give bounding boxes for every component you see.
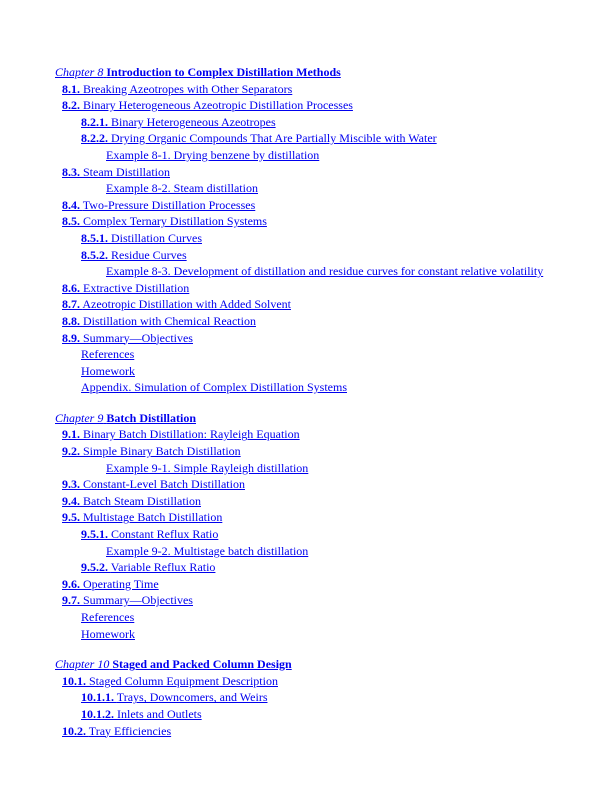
toc-entry-link[interactable]	[62, 674, 278, 688]
section-number: 9.3.	[62, 477, 80, 492]
section-number: 8.8.	[62, 313, 80, 328]
toc-entry	[0, 609, 614, 626]
section-title: Example 9-1. Simple Rayleigh distillation	[106, 460, 309, 475]
toc-entry-link[interactable]	[106, 264, 543, 278]
toc-entry-link[interactable]	[62, 165, 170, 179]
toc-entry	[0, 426, 614, 443]
toc-entry-link[interactable]	[62, 214, 267, 228]
section-title: Steam Distillation	[83, 164, 170, 179]
section-number: 8.9.	[62, 330, 80, 345]
toc-entry-link[interactable]	[62, 494, 201, 508]
toc-entry-link[interactable]	[81, 610, 134, 624]
toc-entry	[0, 164, 614, 181]
section-number: 9.7.	[62, 593, 80, 608]
toc-entry-link[interactable]	[62, 98, 353, 112]
toc-entry	[0, 197, 614, 214]
toc-entry	[0, 526, 614, 543]
toc-entry	[0, 626, 614, 643]
section-number: 9.1.	[62, 427, 80, 442]
section-title: Homework	[81, 626, 135, 641]
section-title: Complex Ternary Distillation Systems	[83, 214, 267, 229]
section-number: 8.2.1.	[81, 114, 108, 129]
section-number: 9.5.	[62, 510, 80, 525]
section-title: Example 8-3. Development of distillation and residue curves for constant relative volatility	[106, 264, 544, 279]
section-title: Azeotropic Distillation with Added Solvent	[82, 297, 291, 312]
section-number: 8.2.	[62, 98, 80, 113]
toc-entry	[0, 147, 614, 164]
toc-entry	[0, 213, 614, 230]
toc-entry	[0, 346, 614, 363]
section-number: 9.5.1.	[81, 527, 108, 542]
toc-entry	[0, 509, 614, 526]
toc-entry-link[interactable]	[62, 82, 292, 96]
chapter-heading	[0, 64, 614, 81]
section-number: 10.1.1.	[81, 690, 114, 705]
section-title: Summary—Objectives	[83, 593, 193, 608]
chapter-label: Chapter 9	[55, 410, 104, 425]
section-title: Summary—Objectives	[83, 330, 193, 345]
section-title: Appendix. Simulation of Complex Distillation Systems	[81, 380, 347, 395]
toc-entry	[0, 363, 614, 380]
toc-entry	[0, 313, 614, 330]
section-number: 10.2.	[62, 723, 86, 738]
toc-entry	[0, 706, 614, 723]
toc-entry	[0, 114, 614, 131]
section-title: Two-Pressure Distillation Processes	[82, 197, 256, 212]
chapter-block	[0, 656, 614, 739]
toc-entry-link[interactable]	[62, 577, 159, 591]
toc-entry-link[interactable]	[62, 281, 189, 295]
section-number: 8.3.	[62, 164, 80, 179]
toc-entry-link[interactable]	[81, 347, 134, 361]
chapter-title: Introduction to Complex Distillation Methods	[106, 65, 341, 79]
toc-entry	[0, 263, 614, 280]
section-title: Distillation Curves	[111, 230, 202, 245]
section-title: Operating Time	[83, 576, 159, 591]
toc-entry-link[interactable]	[106, 544, 308, 558]
chapter-link[interactable]	[55, 65, 341, 79]
toc-entry	[0, 247, 614, 264]
section-title: Binary Heterogeneous Azeotropic Distillation Processes	[83, 98, 353, 113]
chapter-link[interactable]	[55, 411, 196, 425]
toc-entry	[0, 97, 614, 114]
chapter-title: Batch Distillation	[106, 410, 197, 425]
toc-entry-link[interactable]	[62, 593, 193, 607]
chapter-title: Staged and Packed Column Design	[112, 657, 292, 672]
section-title: Staged Column Equipment Description	[89, 673, 278, 688]
section-title: Distillation with Chemical Reaction	[83, 313, 256, 328]
toc-entry	[0, 180, 614, 197]
toc-entry	[0, 330, 614, 347]
toc-entry-link[interactable]	[62, 427, 300, 441]
section-title: Residue Curves	[111, 247, 187, 262]
section-number: 9.6.	[62, 576, 80, 591]
chapter-link[interactable]	[55, 657, 292, 671]
toc-entry-link[interactable]	[62, 331, 193, 345]
section-number: 9.5.2.	[81, 560, 108, 575]
section-title: Example 9-2. Multistage batch distillation	[106, 543, 309, 558]
toc-entry	[0, 559, 614, 576]
section-number: 9.2.	[62, 444, 80, 459]
toc-entry-link[interactable]	[81, 560, 215, 574]
chapter-label: Chapter 10	[55, 657, 110, 672]
toc-entry-link[interactable]	[81, 627, 135, 641]
section-number: 8.2.2.	[81, 131, 108, 146]
toc-entry	[0, 543, 614, 560]
section-title: Inlets and Outlets	[117, 706, 202, 721]
toc-entry-link[interactable]	[62, 444, 241, 458]
chapter-block	[0, 64, 614, 396]
section-title: Tray Efficiencies	[88, 723, 172, 738]
toc-entry-link[interactable]	[81, 707, 202, 721]
toc-entry-link[interactable]	[81, 248, 187, 262]
chapter-heading	[0, 410, 614, 427]
toc-entry-link[interactable]	[62, 724, 171, 738]
section-number: 8.1.	[62, 81, 80, 96]
toc-entry	[0, 689, 614, 706]
toc-entry	[0, 280, 614, 297]
toc-entry	[0, 296, 614, 313]
toc-entry-link[interactable]	[81, 690, 267, 704]
section-title: Binary Batch Distillation: Rayleigh Equation	[83, 427, 300, 442]
chapter-block	[0, 410, 614, 642]
toc-entry	[0, 460, 614, 477]
toc-entry-link[interactable]	[62, 477, 245, 491]
toc-entry	[0, 576, 614, 593]
toc-entry-link[interactable]	[62, 198, 255, 212]
toc-entry	[0, 493, 614, 510]
toc-entry	[0, 476, 614, 493]
chapter-label: Chapter 8	[55, 65, 104, 79]
section-title: Extractive Distillation	[83, 280, 190, 295]
section-number: 8.5.1.	[81, 230, 108, 245]
table-of-contents	[0, 64, 614, 753]
toc-entry	[0, 230, 614, 247]
toc-entry	[0, 673, 614, 690]
section-title: Variable Reflux Ratio	[110, 560, 216, 575]
toc-entry-link[interactable]	[81, 231, 202, 245]
toc-entry-link[interactable]	[81, 527, 218, 541]
section-number: 8.6.	[62, 280, 80, 295]
section-number: 8.5.	[62, 214, 80, 229]
section-number: 8.5.2.	[81, 247, 108, 262]
toc-entry	[0, 81, 614, 98]
section-title: Binary Heterogeneous Azeotropes	[111, 114, 276, 129]
section-number: 10.1.	[62, 673, 86, 688]
section-title: Example 8-2. Steam distillation	[106, 181, 258, 196]
toc-entry-link[interactable]	[81, 364, 135, 378]
toc-entry	[0, 592, 614, 609]
toc-entry-link[interactable]	[62, 314, 256, 328]
section-title: Simple Binary Batch Distillation	[83, 444, 241, 459]
section-title: Batch Steam Distillation	[83, 493, 201, 508]
toc-entry	[0, 723, 614, 740]
toc-entry	[0, 379, 614, 396]
section-number: 8.4.	[62, 197, 80, 212]
toc-entry-link[interactable]	[81, 115, 276, 129]
section-number: 9.4.	[62, 493, 80, 508]
section-title: Example 8-1. Drying benzene by distillation	[106, 147, 320, 162]
toc-entry-link[interactable]	[81, 380, 347, 394]
toc-entry-link[interactable]	[106, 461, 308, 475]
section-title: References	[81, 610, 135, 624]
section-number: 10.1.2.	[81, 706, 114, 721]
section-title: Breaking Azeotropes with Other Separators	[83, 81, 293, 96]
toc-entry	[0, 130, 614, 147]
section-title: Drying Organic Compounds That Are Partially Miscible with Water	[111, 131, 437, 146]
section-number: 8.7.	[62, 297, 80, 312]
section-title: Constant-Level Batch Distillation	[83, 477, 245, 492]
toc-entry-link[interactable]	[81, 131, 437, 145]
toc-entry-link[interactable]	[106, 181, 258, 195]
toc-entry-link[interactable]	[106, 148, 319, 162]
section-title: Constant Reflux Ratio	[111, 527, 219, 542]
section-title: Trays, Downcomers, and Weirs	[116, 690, 268, 705]
toc-entry-link[interactable]	[62, 510, 222, 524]
section-title: Homework	[81, 363, 135, 378]
section-title: References	[81, 347, 135, 362]
chapter-heading	[0, 656, 614, 673]
toc-entry	[0, 443, 614, 460]
section-title: Multistage Batch Distillation	[83, 510, 223, 525]
toc-entry-link[interactable]	[62, 297, 291, 311]
